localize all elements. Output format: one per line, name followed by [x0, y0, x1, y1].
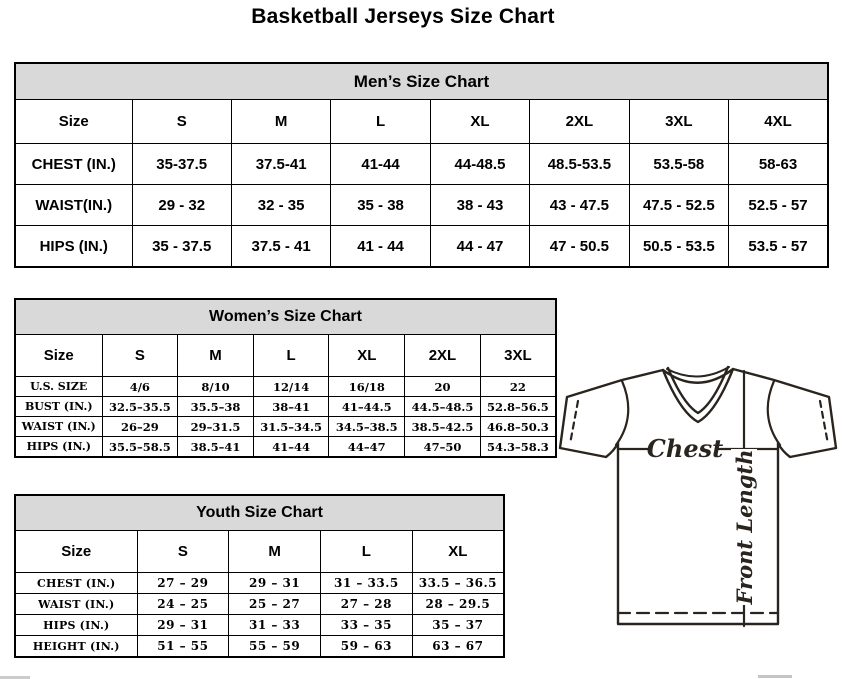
size-value-cell: 38.5–41	[178, 437, 254, 458]
size-value-cell: 55 – 59	[229, 636, 321, 658]
table-row	[15, 437, 556, 458]
size-value-cell: 41–44.5	[329, 397, 405, 417]
size-value-cell: 37.5-41	[231, 144, 330, 185]
size-value-cell: 32.5–35.5	[102, 397, 178, 417]
size-value-cell: 16/18	[329, 377, 405, 397]
size-value-cell: 44.5–48.5	[405, 397, 481, 417]
column-header: L	[321, 531, 413, 573]
womens-size-chart-table	[14, 298, 557, 458]
size-value-cell: 8/10	[178, 377, 254, 397]
size-value-cell: 37.5 - 41	[231, 226, 330, 268]
table-title: Women’s Size Chart	[15, 299, 556, 335]
size-value-cell: 32 - 35	[231, 185, 330, 226]
column-header-row	[15, 100, 828, 144]
size-value-cell: 24 – 25	[137, 594, 229, 615]
size-value-cell: 38.5–42.5	[405, 417, 481, 437]
table-row	[15, 636, 504, 658]
row-label: CHEST (IN.)	[15, 144, 132, 185]
table-row	[15, 594, 504, 615]
jersey-measurement-diagram	[556, 352, 842, 634]
table-row	[15, 226, 828, 268]
size-value-cell: 26–29	[102, 417, 178, 437]
table-title: Youth Size Chart	[15, 495, 504, 531]
size-value-cell: 47 - 50.5	[530, 226, 629, 268]
table-banner-row	[15, 299, 556, 335]
row-label: WAIST(IN.)	[15, 185, 132, 226]
size-value-cell: 44-48.5	[430, 144, 529, 185]
size-label-cell: Size	[15, 100, 132, 144]
column-header: S	[102, 335, 178, 377]
size-value-cell: 52.8–56.5	[480, 397, 556, 417]
column-header: M	[178, 335, 254, 377]
column-header: 2XL	[530, 100, 629, 144]
table-row	[15, 397, 556, 417]
size-value-cell: 22	[480, 377, 556, 397]
table-row	[15, 417, 556, 437]
size-value-cell: 35-37.5	[132, 144, 231, 185]
size-value-cell: 35.5–38	[178, 397, 254, 417]
size-value-cell: 31.5–34.5	[253, 417, 329, 437]
size-value-cell: 47–50	[405, 437, 481, 458]
table-title: Men’s Size Chart	[15, 63, 828, 100]
jersey-outline-icon	[560, 369, 836, 624]
column-header: XL	[430, 100, 529, 144]
row-label: HIPS (IN.)	[15, 437, 102, 458]
size-value-cell: 50.5 - 53.5	[629, 226, 728, 268]
chest-label: Chest	[646, 434, 724, 463]
row-label: WAIST (IN.)	[15, 594, 137, 615]
size-label-cell: Size	[15, 335, 102, 377]
table-row	[15, 144, 828, 185]
page-title: Basketball Jerseys Size Chart	[251, 5, 555, 28]
size-value-cell: 20	[405, 377, 481, 397]
size-label-cell: Size	[15, 531, 137, 573]
size-value-cell: 29 - 32	[132, 185, 231, 226]
size-value-cell: 35.5–58.5	[102, 437, 178, 458]
size-value-cell: 38 - 43	[430, 185, 529, 226]
row-label: HIPS (IN.)	[15, 226, 132, 268]
size-value-cell: 27 – 29	[137, 573, 229, 594]
size-value-cell: 35 – 37	[412, 615, 504, 636]
column-header: S	[137, 531, 229, 573]
size-value-cell: 29–31.5	[178, 417, 254, 437]
column-header-row	[15, 531, 504, 573]
column-header: M	[231, 100, 330, 144]
size-value-cell: 28 – 29.5	[412, 594, 504, 615]
size-value-cell: 35 - 38	[331, 185, 430, 226]
youth-size-chart-table	[14, 494, 505, 658]
table-row	[15, 377, 556, 397]
size-value-cell: 33.5 – 36.5	[412, 573, 504, 594]
column-header: XL	[412, 531, 504, 573]
size-value-cell: 35 - 37.5	[132, 226, 231, 268]
row-label: HEIGHT (IN.)	[15, 636, 137, 658]
table-banner-row	[15, 63, 828, 100]
size-value-cell: 52.5 - 57	[729, 185, 828, 226]
table-row	[15, 573, 504, 594]
size-value-cell: 46.8–50.3	[480, 417, 556, 437]
row-label: WAIST (IN.)	[15, 417, 102, 437]
row-label: CHEST (IN.)	[15, 573, 137, 594]
size-value-cell: 43 - 47.5	[530, 185, 629, 226]
size-value-cell: 41-44	[331, 144, 430, 185]
size-value-cell: 33 – 35	[321, 615, 413, 636]
size-value-cell: 31 – 33.5	[321, 573, 413, 594]
column-header: L	[253, 335, 329, 377]
size-value-cell: 44–47	[329, 437, 405, 458]
size-value-cell: 47.5 - 52.5	[629, 185, 728, 226]
size-value-cell: 29 – 31	[137, 615, 229, 636]
table-row	[15, 185, 828, 226]
row-label: HIPS (IN.)	[15, 615, 137, 636]
column-header: 3XL	[629, 100, 728, 144]
size-value-cell: 27 – 28	[321, 594, 413, 615]
size-value-cell: 34.5–38.5	[329, 417, 405, 437]
column-header: 2XL	[405, 335, 481, 377]
size-value-cell: 63 – 67	[412, 636, 504, 658]
size-value-cell: 31 – 33	[229, 615, 321, 636]
column-header: XL	[329, 335, 405, 377]
table-banner-row	[15, 495, 504, 531]
size-value-cell: 51 – 55	[137, 636, 229, 658]
size-value-cell: 53.5 - 57	[729, 226, 828, 268]
collar-arc-icon	[667, 367, 729, 377]
mens-size-chart-table	[14, 62, 829, 268]
column-header-row	[15, 335, 556, 377]
scrollbar-fragment-right	[758, 675, 792, 678]
size-value-cell: 41 - 44	[331, 226, 430, 268]
size-value-cell: 25 – 27	[229, 594, 321, 615]
front-length-label: Front Length	[732, 449, 757, 605]
row-label: U.S. SIZE	[15, 377, 102, 397]
size-value-cell: 53.5-58	[629, 144, 728, 185]
column-header: 3XL	[480, 335, 556, 377]
column-header: S	[132, 100, 231, 144]
size-value-cell: 41–44	[253, 437, 329, 458]
column-header: 4XL	[729, 100, 828, 144]
size-value-cell: 54.3–58.3	[480, 437, 556, 458]
size-value-cell: 4/6	[102, 377, 178, 397]
table-row	[15, 615, 504, 636]
size-value-cell: 44 - 47	[430, 226, 529, 268]
size-value-cell: 59 – 63	[321, 636, 413, 658]
size-value-cell: 29 – 31	[229, 573, 321, 594]
row-label: BUST (IN.)	[15, 397, 102, 417]
front-length-label-group	[731, 449, 757, 605]
size-value-cell: 58-63	[729, 144, 828, 185]
column-header: L	[331, 100, 430, 144]
size-value-cell: 12/14	[253, 377, 329, 397]
size-value-cell: 38–41	[253, 397, 329, 417]
column-header: M	[229, 531, 321, 573]
size-value-cell: 48.5-53.5	[530, 144, 629, 185]
